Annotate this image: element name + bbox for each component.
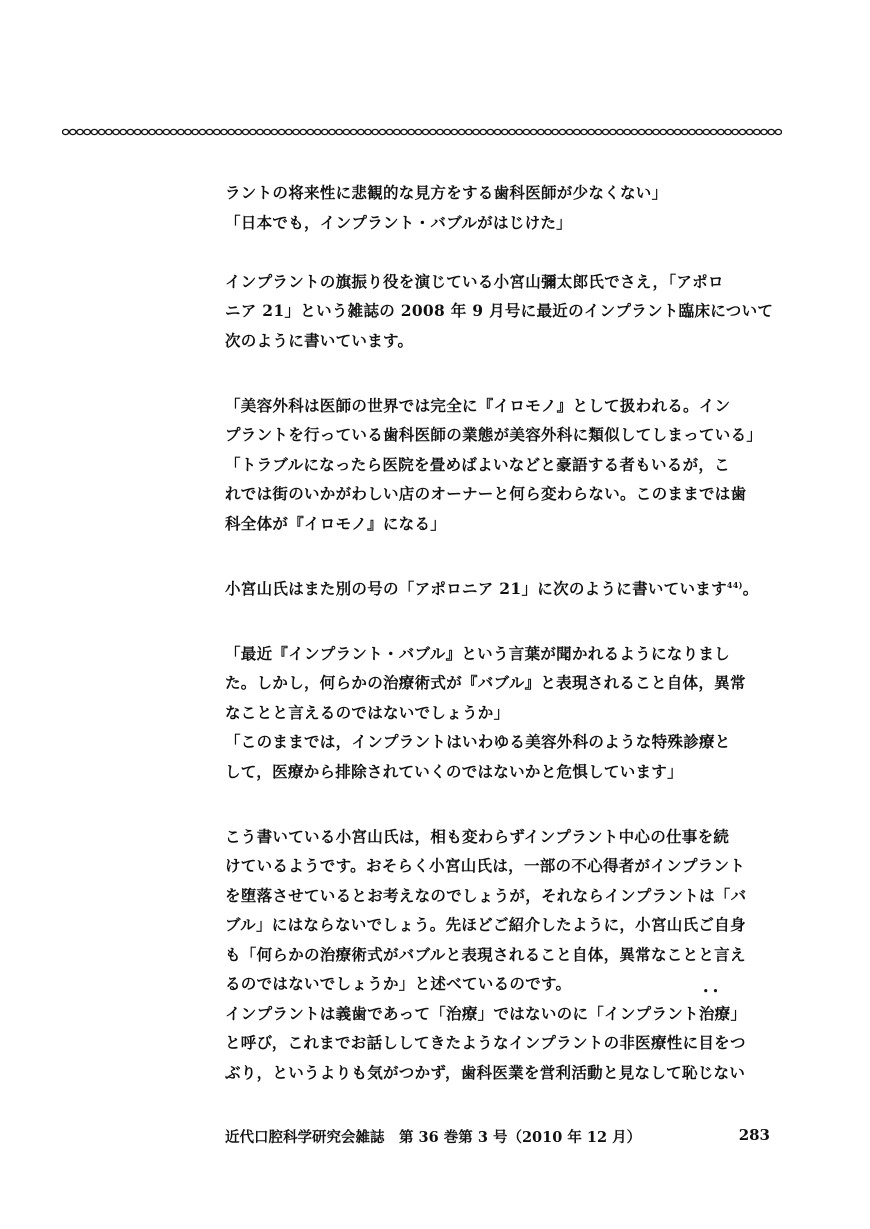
text-line: るのではないでしょうか」と述べているのです。	[225, 974, 572, 993]
text-line	[225, 574, 785, 604]
text-line: 「トラブルになったら医院を畳めばよいなどと豪語する者もいるが，こ	[225, 454, 730, 474]
text-line: も「何らかの治療術式がバブルと表現されること自体，異常なことと言え	[225, 944, 746, 964]
text-line: れでは街のいかがわしい店のオーナーと何ら変わらない。このままでは歯	[225, 484, 747, 503]
text-line: を堕落させているとお考えなのでしょうが，それならインプラントは「バ	[225, 885, 747, 905]
text-span: インプラントは義歯であって「治療」ではないのに「インプラント	[225, 1003, 699, 1023]
text-line: ぶり，というよりも気がつかず，歯科医業を営利活動と見なして恥じない	[225, 1062, 746, 1082]
emphasis-dots-word: •• 治療	[699, 999, 731, 1029]
text-line: して，医療から排除されていくのではないかと危惧しています」	[225, 761, 683, 781]
text-line: インプラントの旗振り役を演じている小宮山彌太郎氏でさえ，「アポロ	[225, 271, 724, 291]
page-number: 283	[738, 1126, 770, 1144]
text-line: 科全体が『イロモノ』になる」	[225, 513, 447, 533]
article-body	[225, 178, 785, 1087]
text-line: 「日本でも，インプラント・バブルがはじけた」	[225, 212, 572, 232]
text-line: プラントを行っている歯科医師の業態が美容外科に類似してしまっている」	[225, 425, 763, 444]
page-footer	[225, 1126, 770, 1150]
text-line: た。しかし，何らかの治療術式が『バブル』と表現されること自体，異常	[225, 673, 746, 692]
text-line	[225, 999, 785, 1029]
text-line: ニア 21」という雑誌の 2008 年 9 月号に最近のインプラント臨床について	[225, 301, 774, 320]
text-line: こう書いている小宮山氏は，相も変わらずインプラント中心の仕事を続	[225, 826, 730, 846]
decorative-chain-rule	[62, 127, 782, 137]
journal-citation: 近代口腔科学研究会雑誌 第 36 巻第 3 号（2010 年 12 月）	[225, 1129, 642, 1146]
text-line: 「美容外科は医師の世界では完全に『イロモノ』として扱われる。イン	[225, 395, 731, 415]
text-line: けているようです。おそらく小宮山氏は，一部の不心得者がインプラント	[225, 856, 746, 875]
text-span: 小宮山氏はまた別の号の「アポロニア 21」に次のように書いています	[225, 578, 727, 598]
text-line: 次のように書いています。	[225, 330, 414, 350]
text-span: 」	[730, 1003, 747, 1023]
text-line: なことと言えるのではないでしょうか」	[225, 702, 510, 722]
text-span: 。	[742, 578, 759, 598]
text-line: 「最近『インプラント・バブル』という言葉が聞かれるようになりまし	[225, 643, 730, 663]
reference-mark: 44)	[726, 579, 743, 590]
text-line: と呼び，これまでお話ししてきたようなインプラントの非医療性に目をつ	[225, 1033, 746, 1052]
text-line: ブル」にはならないでしょう。先ほどご紹介したように，小宮山氏ご自身	[225, 915, 746, 934]
text-line: 「このままでは，インプラントはいわゆる美容外科のような特殊診療と	[225, 732, 731, 751]
text-line: ラントの将来性に悲観的な見方をする歯科医師が少なくない」	[225, 183, 668, 202]
